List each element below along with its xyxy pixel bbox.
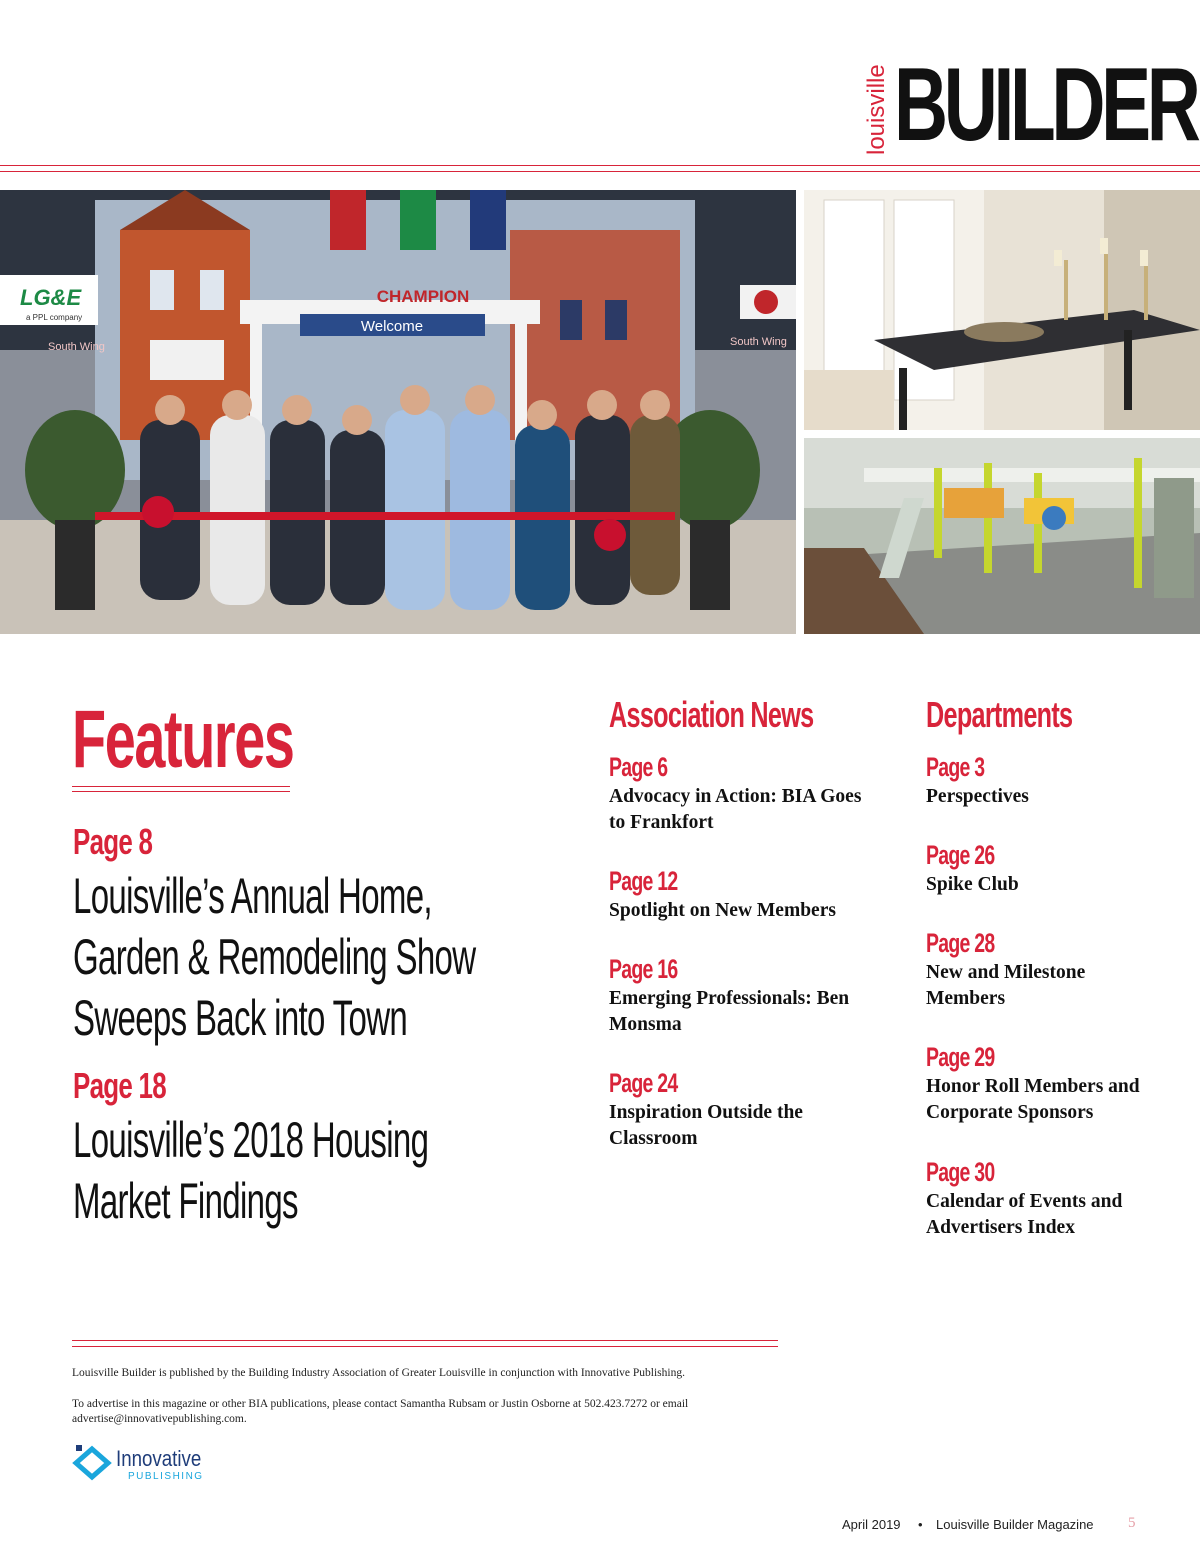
champion-sign: CHAMPION	[376, 287, 470, 306]
feature-item-2-title[interactable]: Louisville’s 2018 Housing Market Findings	[73, 1112, 429, 1229]
dept-item-4-page[interactable]: Page 29	[926, 1042, 995, 1072]
advertise-note: To advertise in this magazine or other BIA publications, please contact Samantha Rubsam or Justin Osborne at 502.423.7272 or email advertise@innovativepublishing.com.	[72, 1398, 689, 1425]
ribbon-cutting-photo	[0, 190, 796, 634]
dept-item-2-page[interactable]: Page 26	[926, 840, 995, 870]
welcome-sign: Welcome	[360, 318, 424, 335]
departments-heading: Departments	[926, 694, 1073, 735]
logo-word: Innovative	[116, 1446, 202, 1471]
masthead-louisville: louisville	[863, 64, 890, 156]
feature-item-2-page[interactable]: Page 18	[73, 1065, 166, 1106]
features-rule-bottom	[72, 791, 290, 792]
footer-rule-bottom	[72, 1346, 778, 1347]
publisher-note: Louisville Builder is published by the Building Industry Association of Greater Louisville in conjunction with Innovative Publishing.	[72, 1367, 685, 1379]
news-item-2-title[interactable]: Spotlight on New Members	[609, 900, 836, 921]
south-wing-right: South Wing	[730, 336, 787, 348]
masthead-rule-bottom	[0, 171, 1200, 172]
feature-item-1-title[interactable]: Louisville’s Annual Home, Garden & Remodeling Show Sweeps Back into Town	[73, 868, 476, 1046]
south-wing-left: South Wing	[48, 341, 105, 353]
diamond-logo-icon	[70, 1443, 114, 1483]
folio-issue: April 2019	[842, 1517, 901, 1532]
news-item-1-title[interactable]: Advocacy in Action: BIA Goes to Frankfort	[609, 786, 862, 833]
news-item-3-title[interactable]: Emerging Professionals: Ben Monsma	[609, 988, 850, 1035]
dept-item-3-title[interactable]: New and Milestone Members	[926, 962, 1086, 1009]
dept-item-5-title[interactable]: Calendar of Events and Advertisers Index	[926, 1191, 1123, 1238]
lge-sub: a PPL company	[26, 313, 83, 322]
page-number: 5	[1128, 1515, 1136, 1531]
news-item-4-title[interactable]: Inspiration Outside the Classroom	[609, 1102, 803, 1149]
innovative-publishing-logo[interactable]	[70, 1443, 230, 1483]
association-news-heading: Association News	[609, 694, 814, 735]
dept-item-3-page[interactable]: Page 28	[926, 928, 995, 958]
dept-item-4-title[interactable]: Honor Roll Members and Corporate Sponsors	[926, 1076, 1140, 1123]
lge-sign: LG&E	[20, 285, 82, 310]
dept-item-1-page[interactable]: Page 3	[926, 752, 985, 782]
news-item-4-page[interactable]: Page 24	[609, 1068, 678, 1098]
dept-item-5-page[interactable]: Page 30	[926, 1157, 995, 1187]
logo-sub: PUBLISHING	[128, 1471, 204, 1482]
feature-item-1-page[interactable]: Page 8	[73, 821, 153, 862]
dept-item-1-title[interactable]: Perspectives	[926, 786, 1029, 807]
masthead-builder: BUILDER	[894, 47, 1197, 163]
folio-magazine: Louisville Builder Magazine	[936, 1517, 1094, 1532]
playground-photo	[804, 438, 1200, 634]
masthead-rule-top	[0, 165, 1200, 166]
dept-item-2-title[interactable]: Spike Club	[926, 874, 1019, 895]
features-rule-top	[72, 786, 290, 787]
footer-rule-top	[72, 1340, 778, 1341]
news-item-2-page[interactable]: Page 12	[609, 866, 678, 896]
news-item-1-page[interactable]: Page 6	[609, 752, 668, 782]
dining-room-photo	[804, 190, 1200, 430]
folio-bullet: •	[918, 1517, 923, 1532]
features-heading: Features	[72, 694, 294, 785]
news-item-3-page[interactable]: Page 16	[609, 954, 678, 984]
